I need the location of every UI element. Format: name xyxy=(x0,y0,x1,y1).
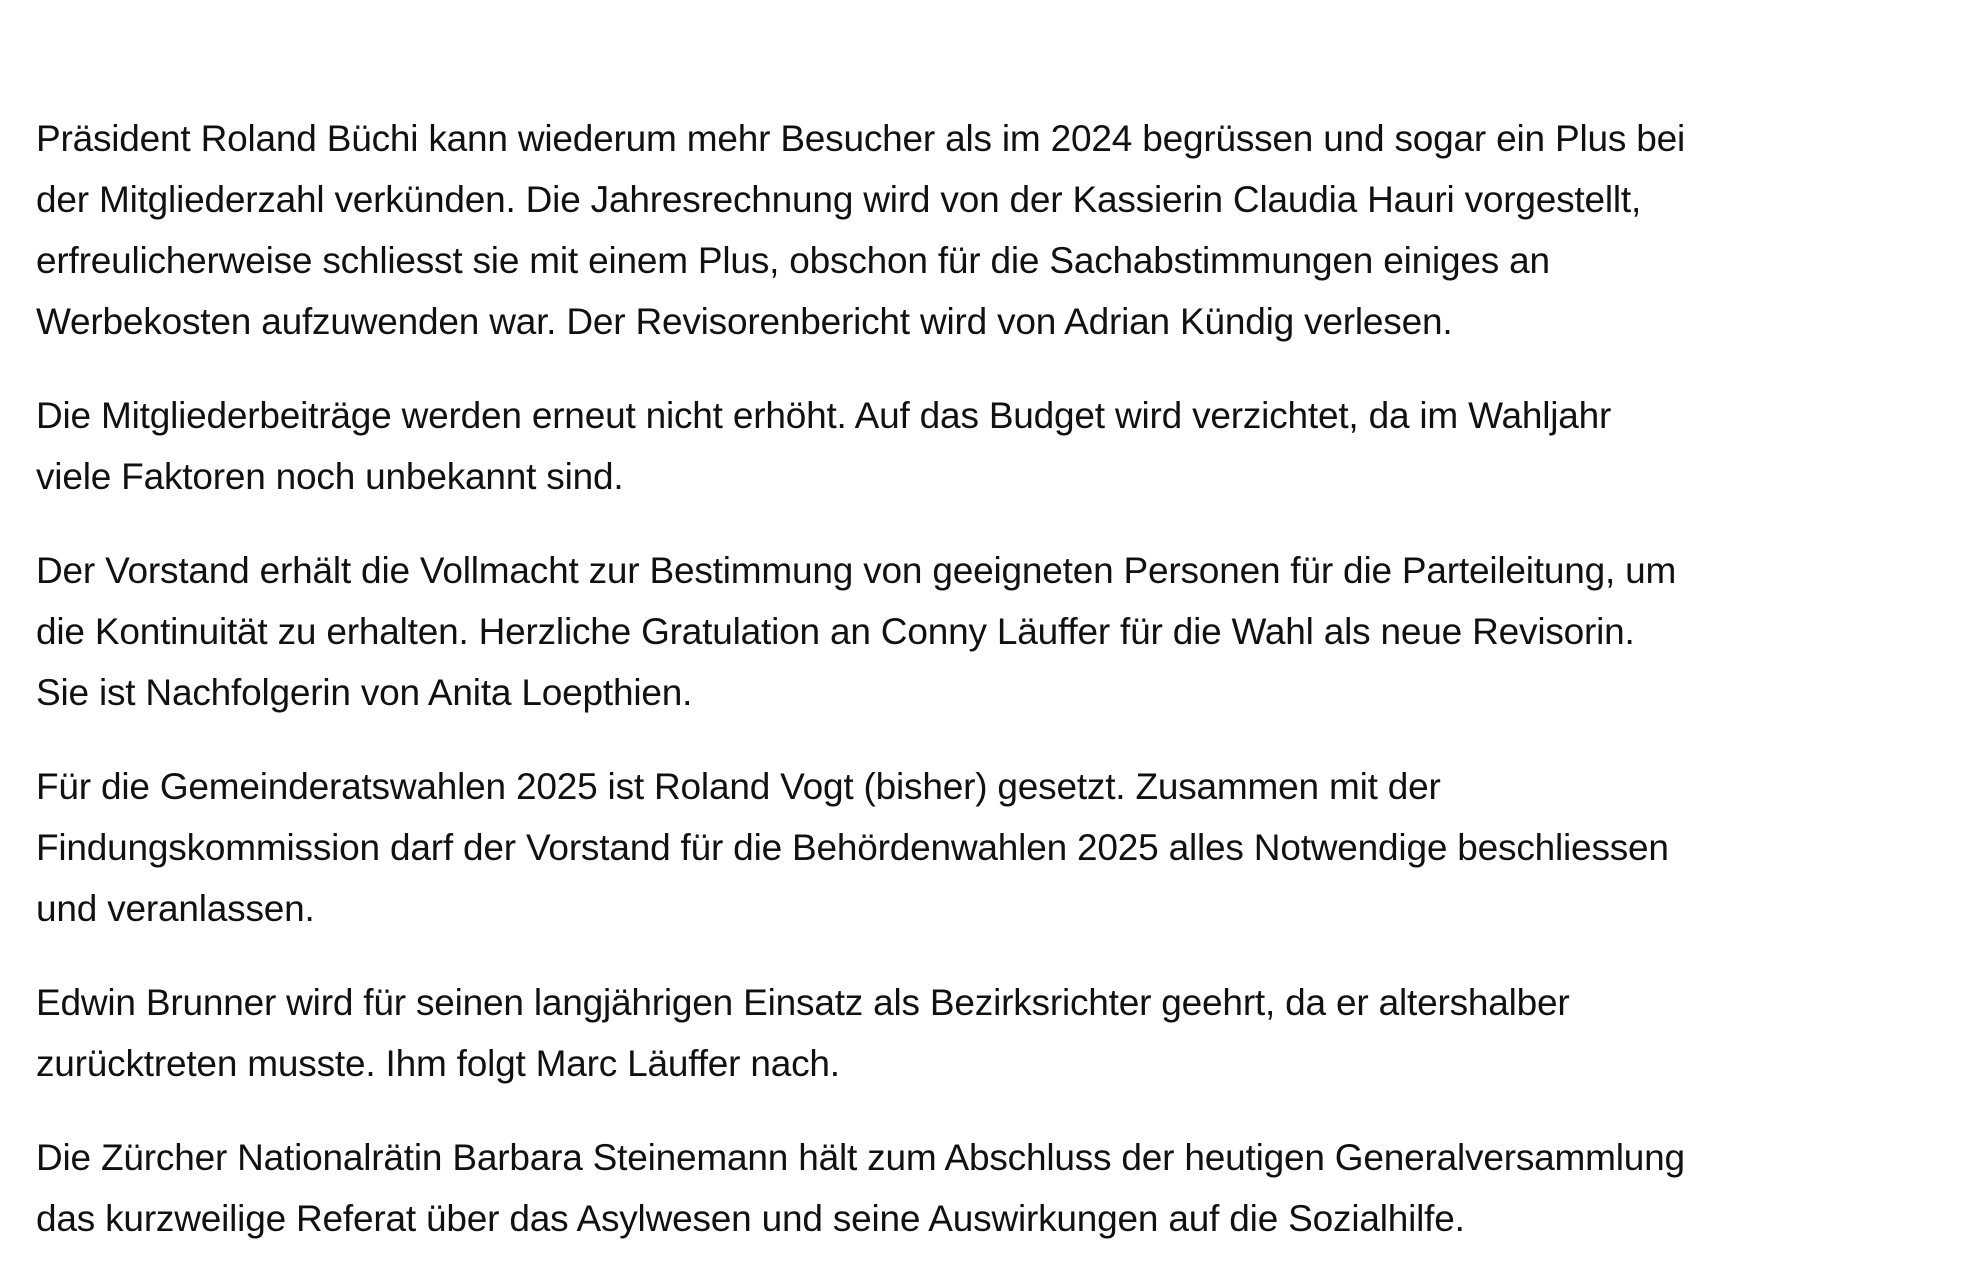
text-line: viele Faktoren noch unbekannt sind. xyxy=(36,456,624,497)
text-line: Werbekosten aufzuwenden war. Der Revisorenbericht wird von Adrian Kündig verlesen. xyxy=(36,301,1453,342)
text-line: zurücktreten musste. Ihm folgt Marc Läuffer nach. xyxy=(36,1043,840,1084)
paragraph-honors xyxy=(36,972,1966,1094)
text-line: Für die Gemeinderatswahlen 2025 ist Roland Vogt (bisher) gesetzt. Zusammen mit der xyxy=(36,766,1441,807)
paragraph-lecture xyxy=(36,1127,1966,1249)
text-line: Die Mitgliederbeiträge werden erneut nicht erhöht. Auf das Budget wird verzichtet, da im Wahljahr xyxy=(36,395,1612,436)
text-line: das kurzweilige Referat über das Asylwesen und seine Auswirkungen auf die Sozialhilfe. xyxy=(36,1198,1465,1239)
text-line: Edwin Brunner wird für seinen langjährigen Einsatz als Bezirksrichter geehrt, da er altershalber xyxy=(36,982,1570,1023)
paragraph-elections xyxy=(36,756,1966,939)
text-line: Die Zürcher Nationalrätin Barbara Steinemann hält zum Abschluss der heutigen Generalversammlung xyxy=(36,1137,1685,1178)
paragraph-annual-report xyxy=(36,108,1966,352)
text-line: der Mitgliederzahl verkünden. Die Jahresrechnung wird von der Kassierin Claudia Hauri vorgestellt, xyxy=(36,179,1642,220)
text-line: Sie ist Nachfolgerin von Anita Loepthien. xyxy=(36,672,693,713)
text-line: und veranlassen. xyxy=(36,888,315,929)
text-line: Der Vorstand erhält die Vollmacht zur Bestimmung von geeigneten Personen für die Parteileitung, um xyxy=(36,550,1677,591)
paragraph-membership-fees xyxy=(36,385,1966,507)
document-body xyxy=(36,108,1966,1282)
paragraph-board-authority xyxy=(36,540,1966,723)
text-line: die Kontinuität zu erhalten. Herzliche Gratulation an Conny Läuffer für die Wahl als neue Revisorin. xyxy=(36,611,1635,652)
text-line: Findungskommission darf der Vorstand für die Behördenwahlen 2025 alles Notwendige beschliessen xyxy=(36,827,1669,868)
text-line: Präsident Roland Büchi kann wiederum mehr Besucher als im 2024 begrüssen und sogar ein Plus bei xyxy=(36,118,1685,159)
text-line: erfreulicherweise schliesst sie mit einem Plus, obschon für die Sachabstimmungen einiges an xyxy=(36,240,1550,281)
